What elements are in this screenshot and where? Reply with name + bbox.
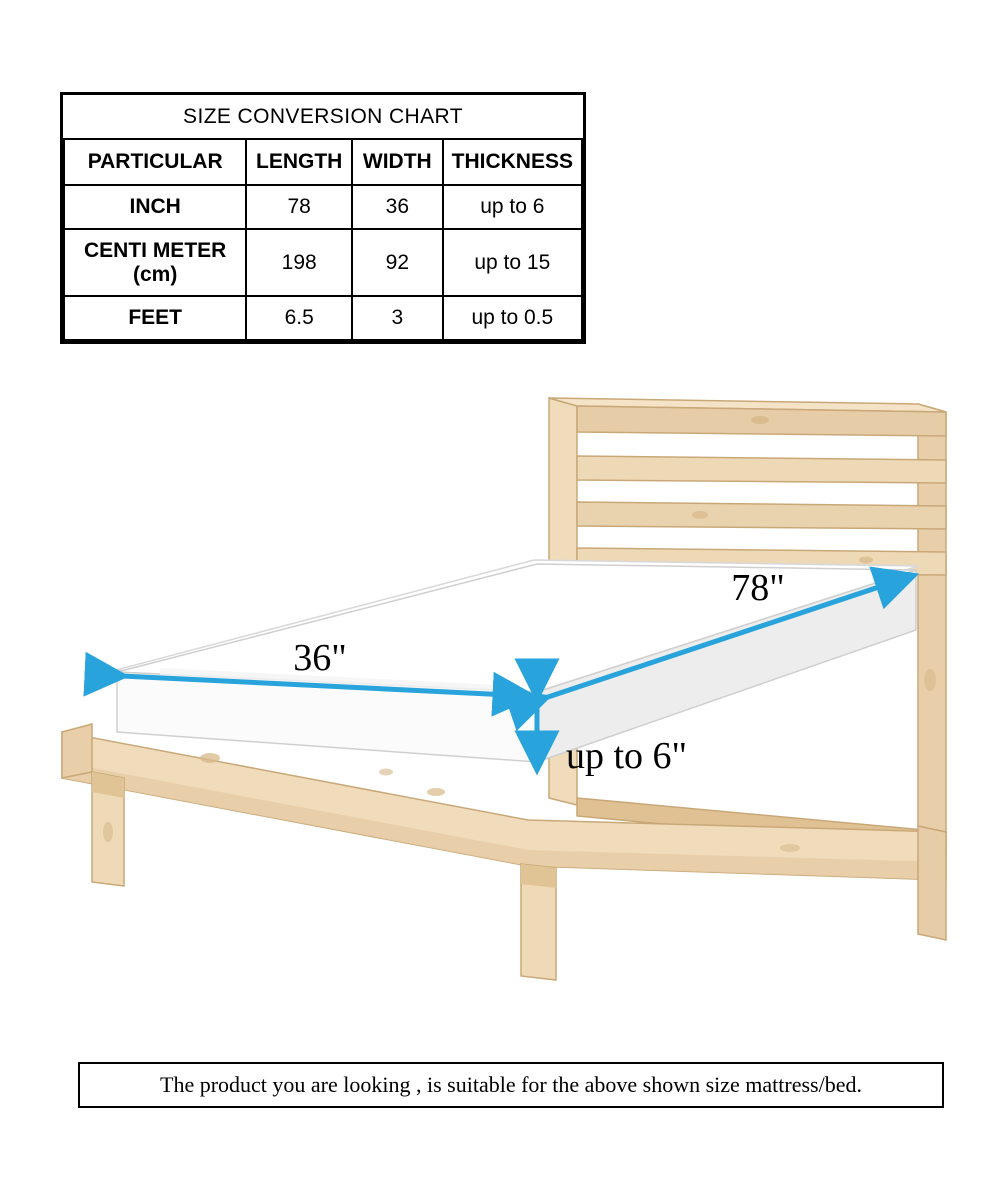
table-row [64, 296, 582, 340]
table-row [64, 185, 582, 229]
cell-feet-width: 3 [352, 296, 443, 340]
cell-cm-length: 198 [246, 229, 352, 296]
cell-cm-thickness: up to 15 [443, 229, 582, 296]
cell-feet-thickness: up to 0.5 [443, 296, 582, 340]
cell-cm-width: 92 [352, 229, 443, 296]
row-label-centimeter [64, 229, 246, 296]
size-chart-grid [63, 95, 583, 341]
row-label-centimeter-line1: CENTI METER [83, 239, 227, 262]
row-label-inch: INCH [64, 185, 246, 229]
table-title-row [64, 95, 582, 139]
row-label-centimeter-line2: (cm) [132, 262, 178, 286]
bed-frame [62, 724, 946, 980]
cell-inch-thickness: up to 6 [443, 185, 582, 229]
row-label-feet: FEET [64, 296, 246, 340]
header-width: WIDTH [352, 139, 443, 185]
header-thickness: THICKNESS [443, 139, 582, 185]
table-row [64, 229, 582, 296]
header-length: LENGTH [246, 139, 352, 185]
header-particular: PARTICULAR [64, 139, 246, 185]
footer-note-text: The product you are looking , is suitable for the above shown size mattress/bed. [160, 1072, 862, 1097]
cell-feet-length: 6.5 [246, 296, 352, 340]
thickness-label: up to 6" [566, 735, 688, 777]
mattress [116, 560, 918, 762]
bed-illustration [0, 380, 1000, 1000]
table-title: SIZE CONVERSION CHART [64, 95, 582, 139]
footer-note-box [78, 1062, 944, 1108]
cell-inch-length: 78 [246, 185, 352, 229]
table-header-row [64, 139, 582, 185]
width-label: 36" [293, 637, 347, 679]
size-conversion-table [60, 92, 586, 344]
cell-inch-width: 36 [352, 185, 443, 229]
length-label: 78" [731, 567, 785, 609]
